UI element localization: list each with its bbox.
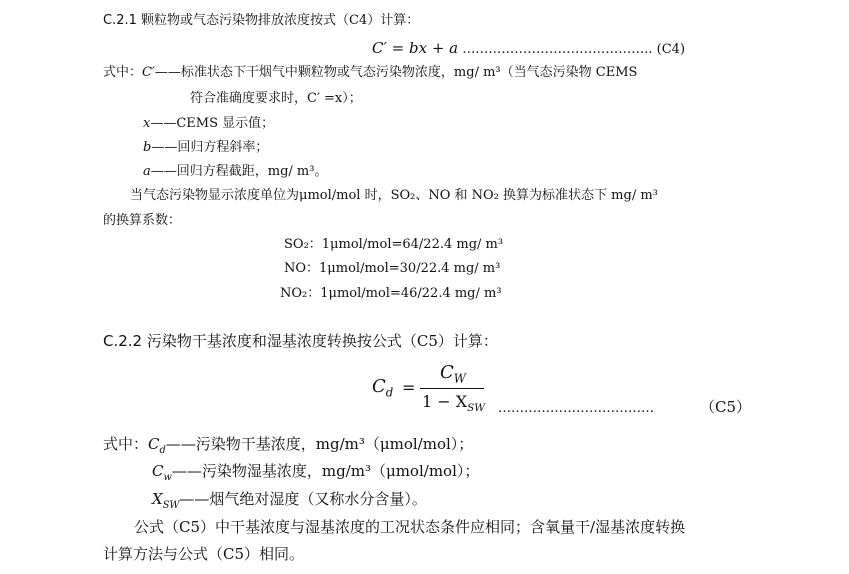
expression: 1 − X: [422, 392, 468, 411]
section-number: C.2.1: [103, 13, 137, 28]
conversion-text: NO₂：1μmol/mol=46/22.4 mg/ m³: [280, 286, 502, 301]
symbol: C: [372, 376, 386, 397]
formula-equals: =: [402, 378, 416, 397]
symbol: C: [148, 435, 160, 453]
section-title: 颗粒物或气态污染物排放浓度按式（C4）计算：: [141, 13, 420, 28]
conversion-text: SO₂：1μmol/mol=64/22.4 mg/ m³: [284, 237, 504, 252]
formula-leader-dots: ………………………………: [498, 401, 654, 416]
paragraph-line: [130, 189, 658, 202]
definition-x: [143, 117, 274, 130]
definition-text: ——烟气绝对湿度（又称水分含量）。: [179, 490, 427, 508]
formula-denominator: [422, 392, 485, 415]
definition-text: 符合准确度要求时，C′ =x）；: [190, 91, 362, 106]
paragraph-line: [103, 547, 304, 562]
definition-a: [143, 165, 327, 178]
symbol: x: [143, 116, 151, 131]
subscript: w: [163, 472, 172, 483]
definition-cd: [103, 435, 474, 456]
conversion-text: NO：1μmol/mol=30/22.4 mg/ m³: [284, 261, 501, 276]
paragraph-text: 公式（C5）中干基浓度与湿基浓度的工况状态条件应相同；含氧量干/湿基浓度转换: [134, 518, 686, 536]
definition-text: ——回归方程斜率；: [151, 140, 269, 155]
symbol: C′: [142, 65, 155, 80]
subscript: SW: [162, 500, 180, 511]
formula-tag: （C5）: [700, 398, 752, 416]
definition-text: ——污染物干基浓度，mg/m³（μmol/mol）；: [165, 435, 474, 453]
paragraph-text: 的换算系数：: [103, 213, 182, 228]
symbol: C: [440, 362, 454, 383]
conversion-no2: [280, 287, 502, 300]
subscript: d: [159, 445, 166, 456]
paragraph-text: 当气态污染物显示浓度单位为μmol/mol 时，SO₂、NO 和 NO₂ 换算为标准状态下 mg/ m³: [130, 188, 658, 203]
formula-lhs: [372, 376, 394, 400]
symbol: X: [152, 490, 163, 508]
where-prefix: 式中：: [103, 65, 143, 80]
subscript: W: [453, 371, 466, 386]
formula-tag: (C4): [656, 42, 686, 57]
symbol: b: [143, 140, 152, 155]
section-number: C.2.2: [103, 332, 143, 350]
subscript: d: [385, 385, 394, 400]
section-heading-c21: [103, 14, 419, 27]
where-line-cprime-cont: [190, 92, 362, 105]
conversion-no: [284, 262, 500, 275]
section-title: 污染物干基浓度和湿基浓度转换按公式（C5）计算：: [146, 332, 498, 350]
definition-text: ——回归方程截距，mg/ m³。: [150, 164, 328, 179]
definition-b: [143, 141, 268, 154]
symbol: C: [152, 462, 164, 480]
definition-text: ——标准状态下干烟气中颗粒物或气态污染物浓度，mg/ m³（当气态污染物 CEMS: [154, 65, 638, 80]
definition-text: ——CEMS 显示值；: [150, 116, 275, 131]
paragraph-text: 计算方法与公式（C5）相同。: [103, 545, 305, 563]
where-line-cprime: [103, 66, 637, 79]
definition-text: ——污染物湿基浓度，mg/m³（μmol/mol）；: [171, 462, 480, 480]
formula-c4: [372, 41, 685, 56]
symbol: a: [143, 164, 151, 179]
fraction-bar: [420, 388, 484, 389]
formula-leader-dots: ……………………………………..: [462, 42, 653, 57]
paragraph-line: [103, 214, 181, 227]
subscript: SW: [467, 402, 485, 415]
formula-expression: C′ = bx + a: [372, 39, 459, 57]
formula-numerator: [440, 362, 466, 386]
definition-xsw: [152, 490, 427, 511]
where-prefix: 式中：: [103, 435, 149, 453]
conversion-so2: [284, 238, 503, 251]
section-heading-c22: [103, 334, 498, 349]
definition-cw: [152, 462, 480, 483]
paragraph-line: [134, 520, 685, 535]
